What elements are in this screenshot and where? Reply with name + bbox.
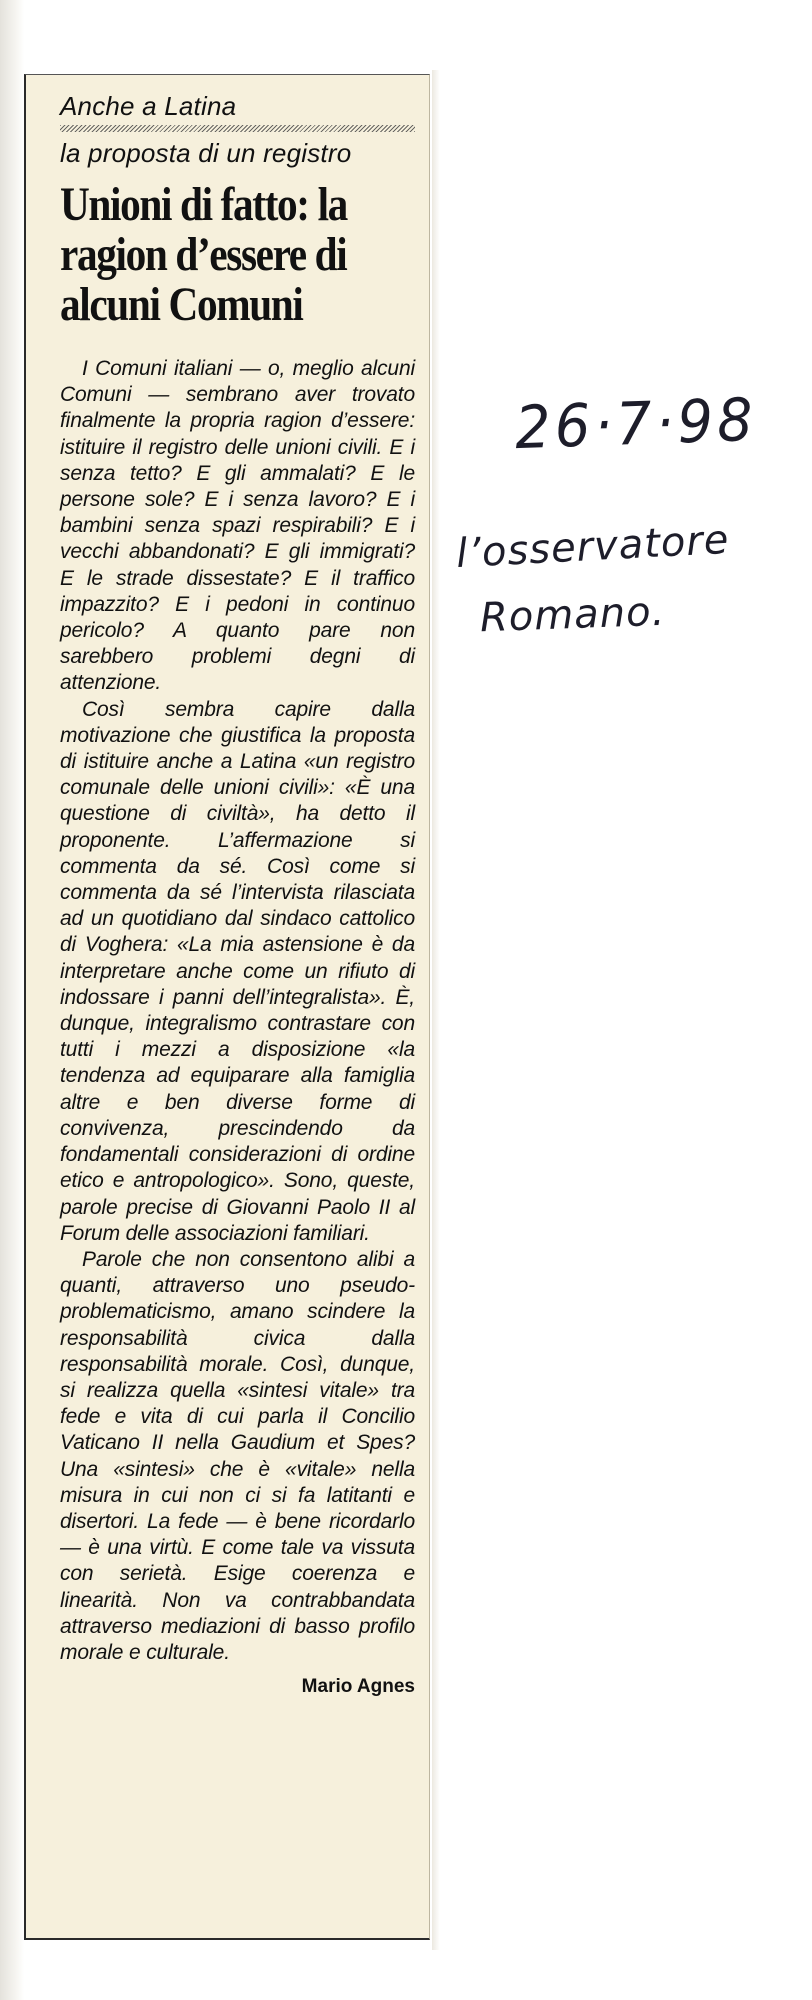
headline: Unioni di fatto: la ragion d’essere di alcuni Comuni xyxy=(60,178,347,331)
hatched-rule xyxy=(60,125,415,132)
newspaper-clipping xyxy=(24,74,430,1940)
paper-edge xyxy=(432,70,440,1950)
paragraph: Parole che non consentono alibi a quanti, attraverso uno pseudo-problematicismo, amano scindere la responsabilità civica dalla responsabilità morale. Così, dunque, si realizza quella «sintesi vitale» tra fede e vita di cui parla il Concilio Vaticano II nella Gaudium et Spes? Una «sintesi» che è «vitale» nella misura in cui non ci si fa latitanti e disertori. La fede — è bene ricordarlo — è una virtù. E come tale va vissuta con serietà. Esige coerenza e linearità. Non va contrabbandata attraverso mediazioni di basso profilo morale e culturale. xyxy=(60,1247,415,1664)
paragraph: I Comuni italiani — o, meglio alcuni Comuni — sembrano aver trovato finalmente la propria ragion d’essere: istituire il registro delle unioni civili. E i senza tetto? E gli ammalati? E le persone sole? E i senza lavoro? E i bambini senza spazi respirabili? E i vecchi abbandonati? E gli immigrati? E le strade dissestate? E il traffico impazzito? E i pedoni in continuo pericolo? A quanto pare non sarebbero problemi degni di attenzione. xyxy=(60,357,415,695)
paragraph: Così sembra capire dalla motivazione che giustifica la proposta di istituire anche a Latina «un registro comunale delle unioni civili»: «È una questione di civiltà», ha detto il proponente. L’affermazione si commenta da sé. Così come si commenta da sé l’intervista rilasciata ad un quotidiano dal sindaco cattolico di Voghera: «La mia astensione è da interpretare anche come un rifiuto di indossare i panni dell’integralista». È, dunque, integralismo contrastare con tutti i mezzi a disposizione «la tendenza ad equiparare alla famiglia altre e ben diverse forme di convivenza, prescindendo da fondamentali considerazioni di ordine etico e antropologico». Sono, queste, parole precise di Giovanni Paolo II al Forum delle associazioni familiari. xyxy=(60,697,415,1245)
byline: Mario Agnes xyxy=(301,1676,415,1698)
scan-shadow xyxy=(0,0,24,2000)
kicker-line-2: la proposta di un registro xyxy=(60,138,352,168)
article-body xyxy=(60,356,415,1666)
kicker-line-1: Anche a Latina xyxy=(60,91,237,121)
handwritten-source-line-1: l’osservatore xyxy=(454,516,731,578)
handwritten-date: 26·7·98 xyxy=(513,386,758,463)
handwritten-source-line-2: Romano. xyxy=(479,588,667,642)
